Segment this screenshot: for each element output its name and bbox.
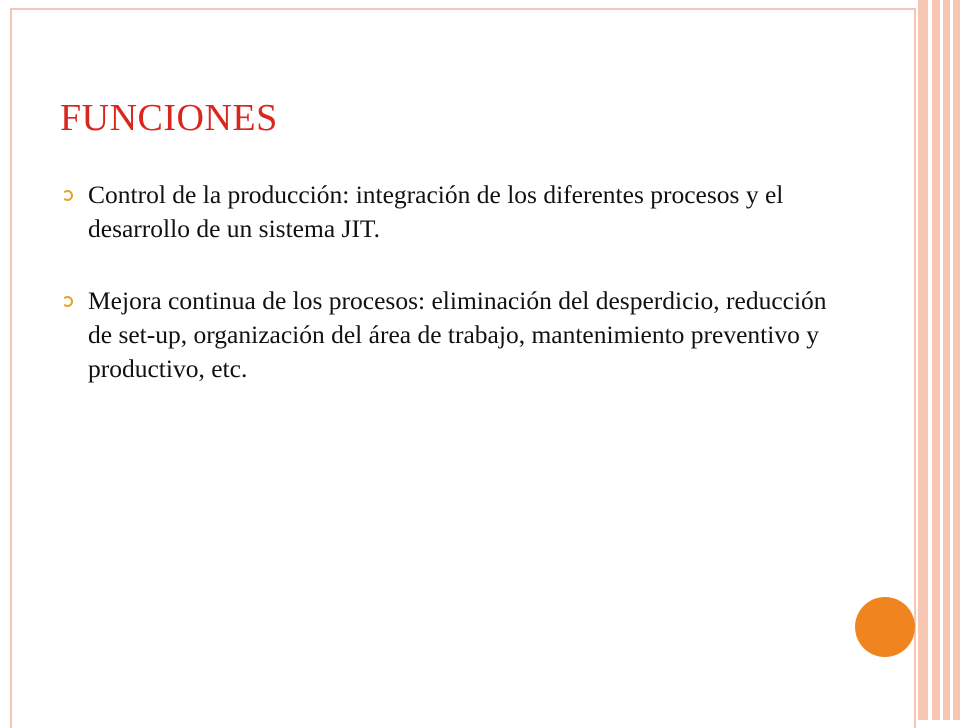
bullet-icon <box>62 296 73 307</box>
decorative-stripes <box>918 0 960 720</box>
stripe <box>953 0 960 720</box>
bullet-text: Control de la producción: integración de los diferentes procesos y el desarrollo de un sistema JIT. <box>88 180 784 243</box>
bullet-text: Mejora continua de los procesos: eliminación del desperdicio, reducción de set-up, organización del área de trabajo, mantenimiento preventivo y productivo, etc. <box>88 286 827 383</box>
accent-circle <box>855 597 915 657</box>
bullet-list <box>58 178 838 386</box>
stripe <box>932 0 940 720</box>
slide-title: FUNCIONES <box>60 97 278 139</box>
bullet-item <box>58 178 838 246</box>
stripe <box>943 0 950 720</box>
bullet-icon <box>62 190 73 201</box>
bullet-item <box>58 284 838 386</box>
stripe <box>918 0 928 720</box>
